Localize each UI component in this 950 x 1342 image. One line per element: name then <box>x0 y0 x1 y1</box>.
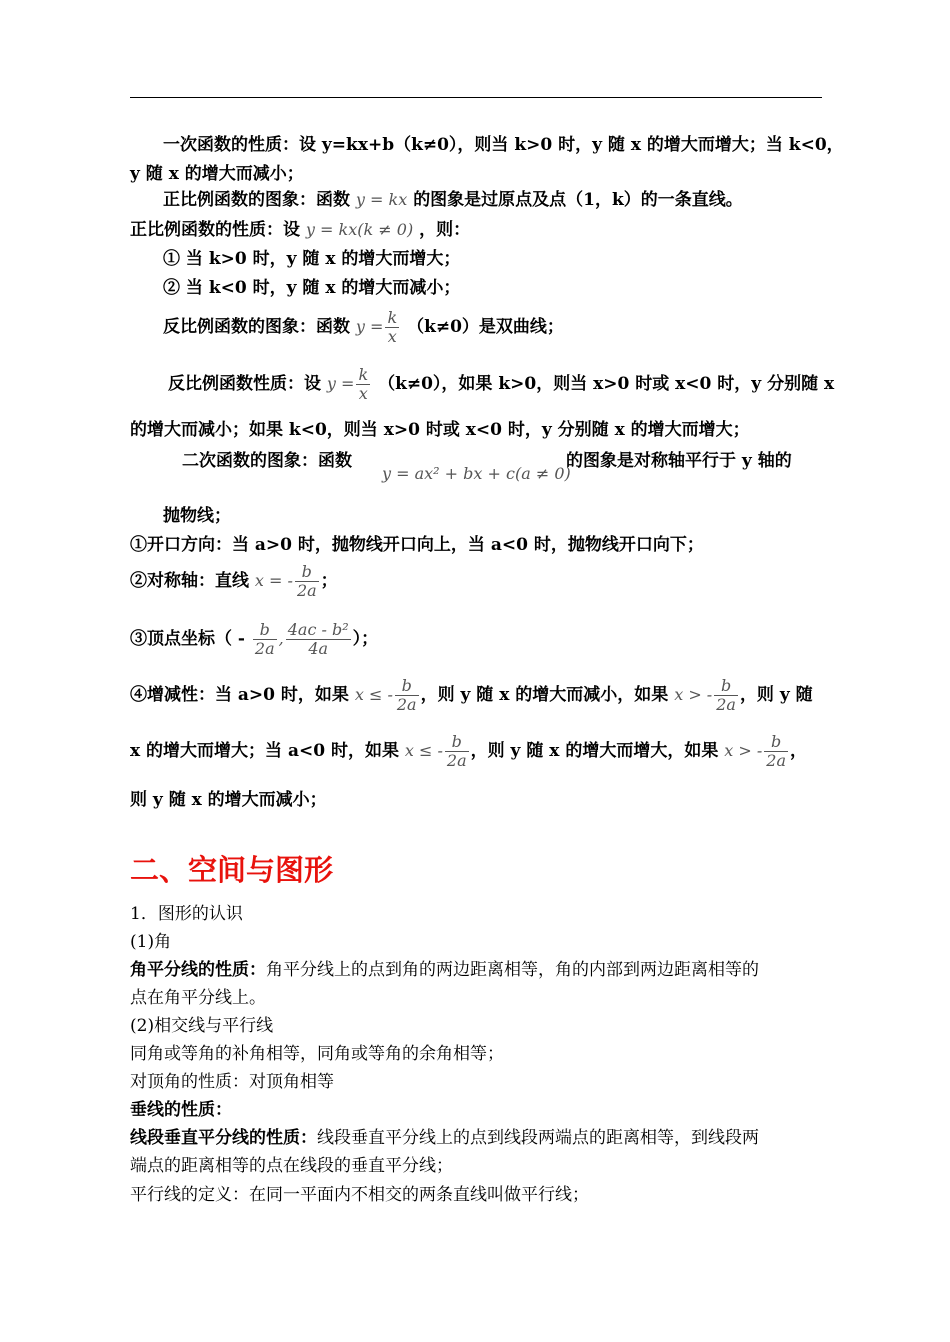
bisector-label: 角平分线的性质： <box>130 960 266 980</box>
monotonic-text-1: ，则 y 随 x 的增大而减小，如果 <box>420 685 669 705</box>
inverse-property-text: （k≠0），如果 k>0，则当 x>0 时或 x<0 时，y 分别随 x <box>378 374 835 394</box>
quadratic-item-4-line2 <box>130 733 807 770</box>
quadratic-graph-text: 的图象是对称轴平行于 y 轴的 <box>566 451 792 471</box>
quadratic-graph-line2: 抛物线； <box>163 506 231 526</box>
fraction-denominator: 2a <box>396 695 417 714</box>
quadratic-graph-label: 二次函数的图象：函数 <box>182 451 352 471</box>
monotonic-text-5: ， <box>789 741 807 761</box>
proportional-graph-text: 的图象是过原点及点（1，k）的一条直线。 <box>413 190 743 210</box>
subsection-title: 1．图形的认识 <box>130 904 243 924</box>
vertical-angles: 对顶角的性质：对顶角相等 <box>130 1072 334 1092</box>
inverse-graph-text: （k≠0）是双曲线； <box>407 317 564 337</box>
fraction-numerator: 4ac - b² <box>287 620 349 639</box>
fraction-denominator: 2a <box>766 751 786 770</box>
quadratic-graph-equation: y = ax² + bx + c(a ≠ 0) <box>382 464 571 483</box>
fraction-denominator: x <box>356 384 370 403</box>
proportional-graph <box>163 189 743 211</box>
linear-property-line2: y 随 x 的增大而减小； <box>130 164 304 184</box>
quadratic-item-3: ③顶点坐标（ - $\frac{b}{2a}$ , $\frac{\text{4ac - b²}}{4a}$ ）； <box>130 620 379 658</box>
quadratic-item-2-eq: x = - <box>254 571 293 590</box>
supplementary-angles: 同角或等角的补角相等，同角或等角的余角相等； <box>130 1044 504 1064</box>
proportional-graph-label: 正比例函数的图象：函数 <box>163 190 350 210</box>
proportional-graph-equation: y = kx <box>355 190 408 209</box>
fraction-numerator: b <box>259 620 270 639</box>
condition-fraction <box>714 677 738 714</box>
inverse-property <box>168 366 834 403</box>
perpendicular-bisector-property <box>130 1127 759 1149</box>
monotonic-text-3: x 的增大而增大；当 a<0 时，如果 <box>130 741 399 761</box>
proportional-item-1: ① 当 k>0 时，y 随 x 的增大而增大； <box>163 249 461 269</box>
proportional-property-label: 正比例函数的性质：设 <box>130 220 300 240</box>
proportional-property <box>130 219 470 241</box>
condition-gt: x > - <box>724 741 763 760</box>
quadratic-item-2-end: ； <box>320 571 338 591</box>
quadratic-item-4-line3: 则 y 随 x 的增大而减小； <box>130 790 327 810</box>
inverse-graph-fraction <box>385 309 399 346</box>
lines-heading: (2)相交线与平行线 <box>130 1016 274 1036</box>
proportional-property-equation: y = kx(k ≠ 0) <box>305 220 414 239</box>
perpendicular-bisector-text: 线段垂直平分线上的点到线段两端点的距离相等，到线段两 <box>317 1128 759 1148</box>
axis-fraction <box>295 563 319 600</box>
condition-gt: x > - <box>674 685 713 704</box>
fraction-denominator: 2a <box>446 751 467 770</box>
fraction-numerator: k <box>387 308 398 327</box>
condition-fraction <box>395 677 419 714</box>
fraction-denominator: 2a <box>716 695 736 714</box>
inverse-property-label: 反比例函数性质：设 <box>168 374 321 394</box>
fraction-denominator: 2a <box>254 639 275 658</box>
fraction-denominator: x <box>385 327 399 346</box>
inverse-graph-y: y = <box>355 317 384 336</box>
quadratic-item-1: ①开口方向：当 a>0 时，抛物线开口向上，当 a<0 时，抛物线开口向下； <box>130 535 704 555</box>
quadratic-item-4-line1 <box>130 677 813 714</box>
vertex-y-fraction <box>286 621 351 658</box>
condition-le: x ≤ - <box>404 741 443 760</box>
fraction-denominator: 2a <box>296 581 317 600</box>
fraction-denominator: 4a <box>286 639 351 658</box>
parallel-definition: 平行线的定义：在同一平面内不相交的两条直线叫做平行线； <box>130 1185 589 1205</box>
fraction-numerator: b <box>720 676 732 695</box>
quadratic-item-2 <box>130 563 338 600</box>
condition-fraction <box>764 733 788 770</box>
condition-le: x ≤ - <box>354 685 393 704</box>
linear-property-line1: 一次函数的性质：设 y=kx+b（k≠0），则当 k>0 时，y 随 x 的增大而增大；当 k<0， <box>163 135 844 155</box>
inverse-graph <box>163 309 564 346</box>
inverse-property-y: y = <box>326 374 355 393</box>
fraction-numerator: b <box>771 732 782 751</box>
section-heading: 二、空间与图形 <box>130 853 334 887</box>
monotonic-label: ④增减性：当 a>0 时，如果 <box>130 685 349 705</box>
condition-fraction <box>445 733 469 770</box>
bisector-property <box>130 959 759 981</box>
monotonic-text-2: ，则 y 随 <box>739 685 813 705</box>
inverse-property-line2: 的增大而减小；如果 k<0，则当 x>0 时或 x<0 时，y 分别随 x 的增大而增大； <box>130 420 750 440</box>
fraction-numerator: k <box>358 365 369 384</box>
proportional-property-text: ，则： <box>419 220 471 240</box>
perpendicular-bisector-label: 线段垂直平分线的性质： <box>130 1128 317 1148</box>
proportional-item-2: ② 当 k<0 时，y 随 x 的增大而减小； <box>163 278 461 298</box>
bisector-text-line2: 点在角平分线上。 <box>130 988 266 1008</box>
quadratic-item-3-label: ③顶点坐标（ - <box>130 629 245 649</box>
perpendicular-bisector-line2: 端点的距离相等的点在线段的垂直平分线； <box>130 1156 453 1176</box>
fraction-numerator: b <box>451 732 462 751</box>
bisector-text: 角平分线上的点到角的两边距离相等，角的内部到两边距离相等的 <box>266 960 759 980</box>
quadratic-item-2-label: ②对称轴：直线 <box>130 571 249 591</box>
angle-heading: (1)角 <box>130 932 172 952</box>
vertex-x-fraction <box>253 621 277 658</box>
fraction-numerator: b <box>301 562 312 581</box>
fraction-numerator: b <box>401 676 412 695</box>
header-rule <box>130 97 822 98</box>
inverse-property-fraction <box>356 366 370 403</box>
monotonic-text-4: ，则 y 随 x 的增大而增大，如果 <box>470 741 719 761</box>
quadratic-item-3-end: ）； <box>352 629 379 649</box>
inverse-graph-label: 反比例函数的图象：函数 <box>163 317 350 337</box>
perpendicular-label: 垂线的性质： <box>130 1100 232 1120</box>
